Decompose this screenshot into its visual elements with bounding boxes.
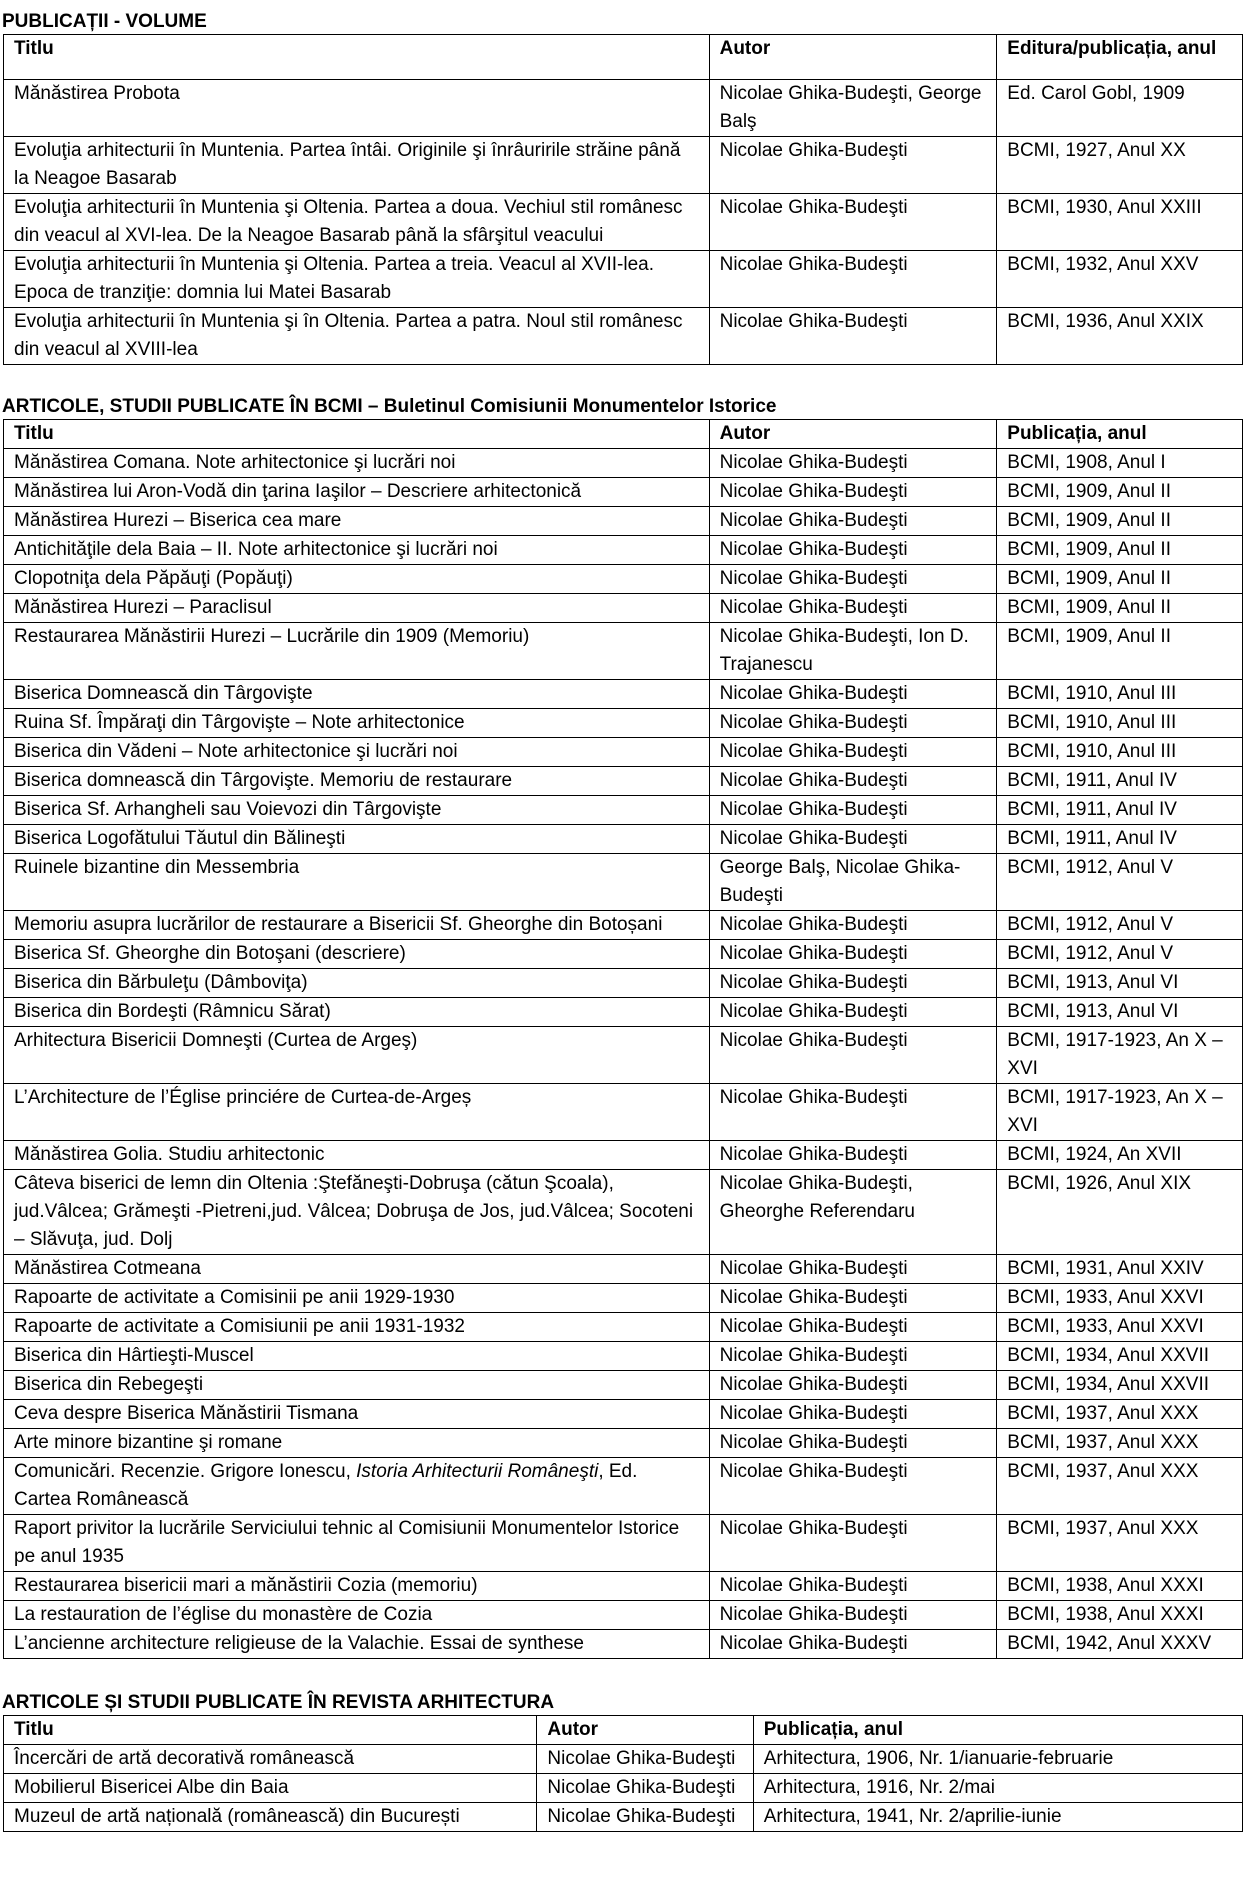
column-header-title: Titlu <box>4 1716 537 1745</box>
volumes-table-body <box>4 80 1243 365</box>
cell-author: Nicolae Ghika-Budeşti <box>709 194 997 251</box>
cell-author: Nicolae Ghika-Budeşti <box>709 449 997 478</box>
cell-title: Mănăstirea lui Aron-Vodă din ţarina Iaşilor – Descriere arhitectonică <box>4 478 710 507</box>
cell-publication: BCMI, 1934, Anul XXVII <box>997 1342 1243 1371</box>
cell-author: Nicolae Ghika-Budeşti <box>709 1429 997 1458</box>
table-row <box>4 507 1243 536</box>
cell-publication: BCMI, 1933, Anul XXVI <box>997 1284 1243 1313</box>
cell-title: Evoluţia arhitecturii în Muntenia şi în Oltenia. Partea a patra. Noul stil românesc din veacul al XVIII-lea <box>4 308 710 365</box>
cell-publication: Ed. Carol Gobl, 1909 <box>997 80 1243 137</box>
cell-publication: BCMI, 1937, Anul XXX <box>997 1429 1243 1458</box>
cell-publication: BCMI, 1936, Anul XXIX <box>997 308 1243 365</box>
cell-title: Biserica Sf. Gheorghe din Botoşani (descriere) <box>4 940 710 969</box>
cell-author: Nicolae Ghika-Budeşti <box>709 137 997 194</box>
cell-author: Nicolae Ghika-Budeşti <box>537 1745 753 1774</box>
cell-publication: Arhitectura, 1941, Nr. 2/aprilie-iunie <box>753 1803 1242 1832</box>
table-row <box>4 1774 1243 1803</box>
cell-title: Ruinele bizantine din Messembria <box>4 854 710 911</box>
table-row <box>4 1458 1243 1515</box>
cell-author: Nicolae Ghika-Budeşti <box>709 1400 997 1429</box>
cell-author: Nicolae Ghika-Budeşti <box>709 1371 997 1400</box>
cell-author: Nicolae Ghika-Budeşti <box>709 507 997 536</box>
cell-author: Nicolae Ghika-Budeşti, George Balş <box>709 80 997 137</box>
cell-publication: BCMI, 1938, Anul XXXI <box>997 1572 1243 1601</box>
cell-title: Rapoarte de activitate a Comisinii pe anii 1929-1930 <box>4 1284 710 1313</box>
cell-publication: BCMI, 1930, Anul XXIII <box>997 194 1243 251</box>
cell-publication: BCMI, 1931, Anul XXIV <box>997 1255 1243 1284</box>
table-row <box>4 594 1243 623</box>
table-row <box>4 1601 1243 1630</box>
cell-title: Biserica din Vădeni – Note arhitectonice şi lucrări noi <box>4 738 710 767</box>
table-row <box>4 1084 1243 1141</box>
cell-title: Ceva despre Biserica Mănăstirii Tismana <box>4 1400 710 1429</box>
table-row <box>4 1630 1243 1659</box>
cell-author: Nicolae Ghika-Budeşti <box>709 738 997 767</box>
cell-author: George Balş, Nicolae Ghika-Budeşti <box>709 854 997 911</box>
cell-author: Nicolae Ghika-Budeşti <box>709 1515 997 1572</box>
table-row <box>4 1429 1243 1458</box>
table-row <box>4 854 1243 911</box>
cell-publication: BCMI, 1908, Anul I <box>997 449 1243 478</box>
cell-title: Biserica Logofătului Tăutul din Bălineşti <box>4 825 710 854</box>
cell-publication: BCMI, 1933, Anul XXVI <box>997 1313 1243 1342</box>
cell-author: Nicolae Ghika-Budeşti <box>709 796 997 825</box>
cell-title: Încercări de artă decorativă românească <box>4 1745 537 1774</box>
cell-publication: BCMI, 1937, Anul XXX <box>997 1400 1243 1429</box>
table-row <box>4 1371 1243 1400</box>
cell-publication: BCMI, 1917-1923, An X – XVI <box>997 1027 1243 1084</box>
cell-title: Biserica din Bordeşti (Râmnicu Sărat) <box>4 998 710 1027</box>
cell-title: Biserica din Rebegeşti <box>4 1371 710 1400</box>
table-row <box>4 1255 1243 1284</box>
cell-title: Biserica din Hârtieşti-Muscel <box>4 1342 710 1371</box>
volumes-section-title: PUBLICAȚII - VOLUME <box>2 11 207 32</box>
cell-author: Nicolae Ghika-Budeşti <box>709 1313 997 1342</box>
bcmi-header-row <box>4 420 1243 449</box>
bcmi-section-title: ARTICOLE, STUDII PUBLICATE ÎN BCMI – Buletinul Comisiunii Monumentelor Istorice <box>2 396 777 417</box>
table-row <box>4 1027 1243 1084</box>
cell-publication: BCMI, 1932, Anul XXV <box>997 251 1243 308</box>
cell-author: Nicolae Ghika-Budeşti <box>709 969 997 998</box>
cell-title <box>4 1458 710 1515</box>
cell-title: Mănăstirea Cotmeana <box>4 1255 710 1284</box>
column-header-author: Autor <box>537 1716 753 1745</box>
cell-publication: BCMI, 1934, Anul XXVII <box>997 1371 1243 1400</box>
column-header-publisher: Editura/publicația, anul <box>997 35 1243 80</box>
cell-author: Nicolae Ghika-Budeşti <box>709 536 997 565</box>
cell-publication: BCMI, 1909, Anul II <box>997 594 1243 623</box>
cell-title: Clopotniţa dela Păpăuţi (Popăuţi) <box>4 565 710 594</box>
cell-author: Nicolae Ghika-Budeşti <box>709 1027 997 1084</box>
table-row <box>4 308 1243 365</box>
cell-publication: BCMI, 1910, Anul III <box>997 738 1243 767</box>
column-header-author: Autor <box>709 35 997 80</box>
cell-title-part: , Ed. Cartea Românească <box>14 1461 638 1510</box>
cell-title: Biserica Domnească din Târgovişte <box>4 680 710 709</box>
table-row <box>4 251 1243 308</box>
table-row <box>4 449 1243 478</box>
table-row <box>4 1745 1243 1774</box>
cell-publication: BCMI, 1910, Anul III <box>997 709 1243 738</box>
cell-publication: BCMI, 1937, Anul XXX <box>997 1458 1243 1515</box>
cell-title: Muzeul de artă națională (românească) din București <box>4 1803 537 1832</box>
table-row <box>4 536 1243 565</box>
cell-publication: BCMI, 1909, Anul II <box>997 565 1243 594</box>
cell-publication: BCMI, 1927, Anul XX <box>997 137 1243 194</box>
cell-publication: BCMI, 1926, Anul XIX <box>997 1170 1243 1255</box>
table-row <box>4 680 1243 709</box>
cell-title: Biserica Sf. Arhangheli sau Voievozi din Târgovişte <box>4 796 710 825</box>
cell-title: Mănăstirea Probota <box>4 80 710 137</box>
cell-publication: Arhitectura, 1906, Nr. 1/ianuarie-februarie <box>753 1745 1242 1774</box>
cell-title: Raport privitor la lucrările Serviciului tehnic al Comisiunii Monumentelor Istorice pe anul 1935 <box>4 1515 710 1572</box>
cell-publication: BCMI, 1909, Anul II <box>997 536 1243 565</box>
column-header-publication: Publicația, anul <box>753 1716 1242 1745</box>
table-row <box>4 137 1243 194</box>
cell-author: Nicolae Ghika-Budeşti <box>709 1630 997 1659</box>
bcmi-table <box>3 419 1243 1659</box>
cell-author: Nicolae Ghika-Budeşti <box>709 594 997 623</box>
cell-title: Evoluţia arhitecturii în Muntenia şi Oltenia. Partea a doua. Vechiul stil românesc din veacul al XVI-lea. De la Neagoe Basarab până la sfârşitul veacului <box>4 194 710 251</box>
cell-author: Nicolae Ghika-Budeşti <box>709 308 997 365</box>
cell-title-italic: Istoria Arhitecturii Româneşti <box>356 1461 599 1482</box>
table-row <box>4 1141 1243 1170</box>
arhitectura-header-row <box>4 1716 1243 1745</box>
cell-author: Nicolae Ghika-Budeşti <box>709 998 997 1027</box>
table-row <box>4 1342 1243 1371</box>
table-row <box>4 1515 1243 1572</box>
table-row <box>4 796 1243 825</box>
cell-author: Nicolae Ghika-Budeşti <box>709 1601 997 1630</box>
cell-publication: BCMI, 1909, Anul II <box>997 478 1243 507</box>
cell-author: Nicolae Ghika-Budeşti, Ion D. Trajanescu <box>709 623 997 680</box>
table-row <box>4 767 1243 796</box>
table-row <box>4 709 1243 738</box>
cell-publication: BCMI, 1917-1923, An X – XVI <box>997 1084 1243 1141</box>
table-row <box>4 998 1243 1027</box>
cell-author: Nicolae Ghika-Budeşti <box>709 565 997 594</box>
cell-title: Mănăstirea Hurezi – Paraclisul <box>4 594 710 623</box>
cell-author: Nicolae Ghika-Budeşti <box>709 1084 997 1141</box>
table-row <box>4 940 1243 969</box>
table-row <box>4 911 1243 940</box>
cell-title: Evoluţia arhitecturii în Muntenia şi Oltenia. Partea a treia. Veacul al XVII-lea. Epoca de tranziţie: domnia lui Matei Basarab <box>4 251 710 308</box>
cell-publication: BCMI, 1924, An XVII <box>997 1141 1243 1170</box>
cell-title: Memoriu asupra lucrărilor de restaurare a Bisericii Sf. Gheorghe din Botoșani <box>4 911 710 940</box>
cell-publication: Arhitectura, 1916, Nr. 2/mai <box>753 1774 1242 1803</box>
cell-author: Nicolae Ghika-Budeşti <box>709 1572 997 1601</box>
cell-author: Nicolae Ghika-Budeşti <box>709 911 997 940</box>
cell-author: Nicolae Ghika-Budeşti <box>709 767 997 796</box>
cell-publication: BCMI, 1913, Anul VI <box>997 998 1243 1027</box>
table-row <box>4 194 1243 251</box>
cell-author: Nicolae Ghika-Budeşti <box>709 709 997 738</box>
arhitectura-table <box>3 1715 1243 1832</box>
column-header-title: Titlu <box>4 420 710 449</box>
cell-title: Mănăstirea Golia. Studiu arhitectonic <box>4 1141 710 1170</box>
cell-author: Nicolae Ghika-Budeşti <box>709 680 997 709</box>
cell-author: Nicolae Ghika-Budeşti <box>709 1141 997 1170</box>
cell-publication: BCMI, 1912, Anul V <box>997 940 1243 969</box>
cell-author: Nicolae Ghika-Budeşti <box>709 825 997 854</box>
cell-title: Restaurarea bisericii mari a mănăstirii Cozia (memoriu) <box>4 1572 710 1601</box>
cell-publication: BCMI, 1909, Anul II <box>997 623 1243 680</box>
cell-author: Nicolae Ghika-Budeşti <box>709 251 997 308</box>
table-row <box>4 1313 1243 1342</box>
cell-publication: BCMI, 1909, Anul II <box>997 507 1243 536</box>
cell-author: Nicolae Ghika-Budeşti <box>709 1342 997 1371</box>
cell-publication: BCMI, 1912, Anul V <box>997 911 1243 940</box>
cell-author: Nicolae Ghika-Budeşti <box>709 478 997 507</box>
cell-title: La restauration de l’église du monastère de Cozia <box>4 1601 710 1630</box>
table-row <box>4 478 1243 507</box>
table-row <box>4 1284 1243 1313</box>
cell-publication: BCMI, 1911, Anul IV <box>997 796 1243 825</box>
cell-author: Nicolae Ghika-Budeşti <box>709 1284 997 1313</box>
table-row <box>4 1803 1243 1832</box>
column-header-publication: Publicația, anul <box>997 420 1243 449</box>
cell-title: Rapoarte de activitate a Comisiunii pe anii 1931-1932 <box>4 1313 710 1342</box>
cell-title: Biserica domnească din Târgovişte. Memoriu de restaurare <box>4 767 710 796</box>
bcmi-table-body <box>4 449 1243 1659</box>
table-row <box>4 969 1243 998</box>
cell-title: Biserica din Bărbuleţu (Dâmboviţa) <box>4 969 710 998</box>
cell-publication: BCMI, 1911, Anul IV <box>997 825 1243 854</box>
cell-publication: BCMI, 1911, Anul IV <box>997 767 1243 796</box>
cell-author: Nicolae Ghika-Budeşti, Gheorghe Referendaru <box>709 1170 997 1255</box>
cell-author: Nicolae Ghika-Budeşti <box>709 1255 997 1284</box>
cell-publication: BCMI, 1938, Anul XXXI <box>997 1601 1243 1630</box>
cell-title: L’Architecture de l’Église princiére de Curtea-de-Argeș <box>4 1084 710 1141</box>
column-header-title: Titlu <box>4 35 710 80</box>
cell-publication: BCMI, 1942, Anul XXXV <box>997 1630 1243 1659</box>
cell-title: Mobilierul Bisericei Albe din Baia <box>4 1774 537 1803</box>
document-page <box>0 10 1244 1832</box>
table-row <box>4 738 1243 767</box>
volumes-table <box>3 34 1243 365</box>
cell-title: Restaurarea Mănăstirii Hurezi – Lucrările din 1909 (Memoriu) <box>4 623 710 680</box>
cell-publication: BCMI, 1912, Anul V <box>997 854 1243 911</box>
table-row <box>4 623 1243 680</box>
column-header-author: Autor <box>709 420 997 449</box>
cell-author: Nicolae Ghika-Budeşti <box>537 1803 753 1832</box>
cell-title: Mănăstirea Hurezi – Biserica cea mare <box>4 507 710 536</box>
cell-title: Evoluţia arhitecturii în Muntenia. Partea întâi. Originile şi înrâuririle străine până la Neagoe Basarab <box>4 137 710 194</box>
cell-title: Ruina Sf. Împăraţi din Târgovişte – Note arhitectonice <box>4 709 710 738</box>
cell-title: Arhitectura Bisericii Domneşti (Curtea de Argeş) <box>4 1027 710 1084</box>
cell-author: Nicolae Ghika-Budeşti <box>709 1458 997 1515</box>
arhitectura-table-body <box>4 1745 1243 1832</box>
arhitectura-section-title: ARTICOLE ȘI STUDII PUBLICATE ÎN REVISTA ARHITECTURA <box>2 1692 555 1713</box>
volumes-header-row <box>4 35 1243 80</box>
cell-title: Arte minore bizantine şi romane <box>4 1429 710 1458</box>
cell-author: Nicolae Ghika-Budeşti <box>537 1774 753 1803</box>
cell-publication: BCMI, 1937, Anul XXX <box>997 1515 1243 1572</box>
cell-title: Câteva biserici de lemn din Oltenia :Ştefăneşti-Dobruşa (cătun Şcoala), jud.Vâlcea; Grămeşti -Pietreni,jud. Vâlcea; Dobruşa de Jos, jud.Vâlcea; Socoteni – Slăvuţa, jud. Dolj <box>4 1170 710 1255</box>
cell-publication: BCMI, 1910, Anul III <box>997 680 1243 709</box>
cell-author: Nicolae Ghika-Budeşti <box>709 940 997 969</box>
table-row <box>4 1400 1243 1429</box>
table-row <box>4 1572 1243 1601</box>
table-row <box>4 1170 1243 1255</box>
cell-title: Mănăstirea Comana. Note arhitectonice şi lucrări noi <box>4 449 710 478</box>
cell-publication: BCMI, 1913, Anul VI <box>997 969 1243 998</box>
table-row <box>4 825 1243 854</box>
cell-title: L’ancienne architecture religieuse de la Valachie. Essai de synthese <box>4 1630 710 1659</box>
table-row <box>4 565 1243 594</box>
cell-title-part: Comunicări. Recenzie. Grigore Ionescu, <box>14 1461 357 1482</box>
cell-title: Antichităţile dela Baia – II. Note arhitectonice şi lucrări noi <box>4 536 710 565</box>
table-row <box>4 80 1243 137</box>
